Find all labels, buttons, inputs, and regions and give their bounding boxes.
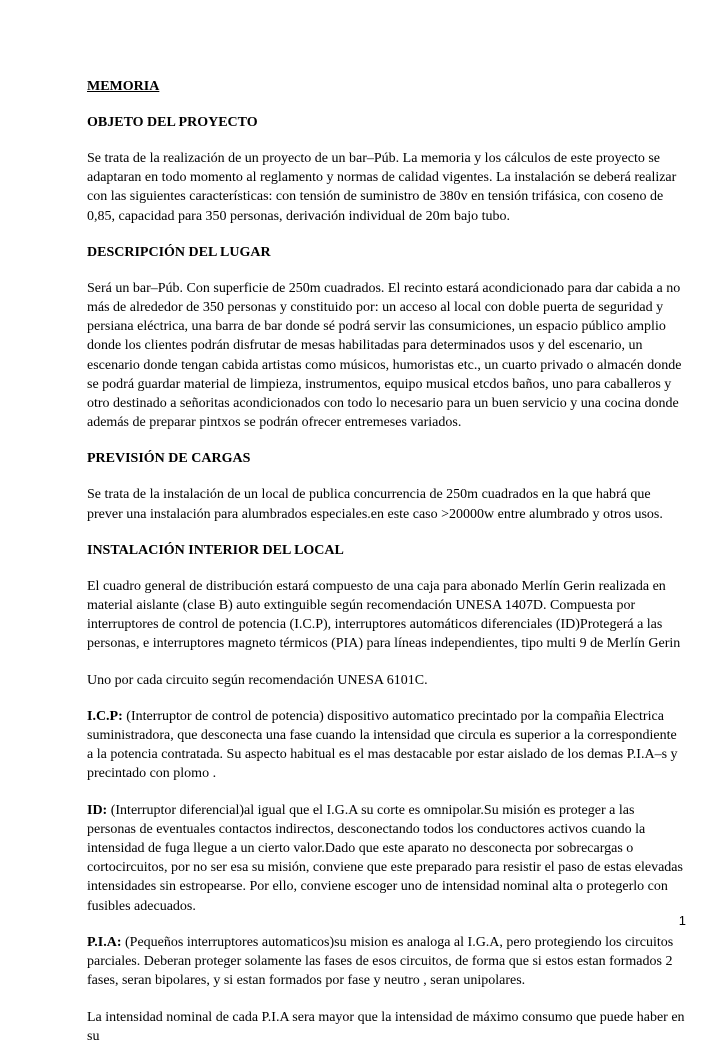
definition-term: I.C.P: <box>87 708 123 724</box>
definition-paragraph <box>87 801 685 916</box>
section-heading: INSTALACIÓN INTERIOR DEL LOCAL <box>87 542 344 558</box>
page-number: 1 <box>678 913 686 928</box>
definition-term: ID: <box>87 802 108 818</box>
section-paragraph: Será un bar–Púb. Con superficie de 250m cuadrados. El recinto estará acondicionado para dar cabida a no más de alrededor de 350 personas y constituido por: un acceso al local con doble puerta de seguridad y persiana eléctrica, una barra de bar donde sé podrá servir las consumiciones, un espacio público amplio donde los clientes podrán disfrutar de mesas habilitadas para determinados usos y del escenario, un escenario donde tengan cabida artistas como músicos, humoristas etc., un cuarto privado o almacén donde se podrá guardar material de limpieza, instrumentos, equipo musical etcdos baños, uno para caballeros y otro destinado a señoritas acondicionados con todo lo necesario para un buen servicio y una cocina donde además de preparar pintxos se podrán ofrecer entremeses variados. <box>87 280 682 431</box>
definition-text: (Pequeños interruptores automaticos)su mision es analoga al I.G.A, pero protegiendo los circuitos parciales. Deberan proteger solamente las fases de esos circuitos, de forma que si estos estan formados 2 fases, seran bipolares, y si estan formados por fase y neutro , seran unipolares. <box>87 934 674 989</box>
definition-paragraph <box>87 707 685 784</box>
page-content <box>87 77 685 1063</box>
definition-term: P.I.A: <box>87 934 122 950</box>
section-paragraph: El cuadro general de distribución estará compuesto de una caja para abonado Merlín Gerin realizada en material aislante (clase B) auto extinguible según recomendación UNESA 1407D. Compuesta por interruptores de control de potencia (I.C.P), interruptores automáticos diferenciales (ID)Protegerá a las personas, e interruptores magneto térmicos (PIA) para líneas independientes, tipo multi 9 de Merlín Gerin <box>87 578 681 652</box>
definition-text: (Interruptor diferencial)al igual que el I.G.A su corte es omnipolar.Su misión es proteger a las personas de eventuales contactos indirectos, desconectando todos los conductores activos cuando la intensidad de fuga llegue a un cierto valor.Dado que este aparato no desconecta por sobrecargas o cortocircuitos, por no ser esa su misión, conviene que este preparado para resistir el paso de estas elevadas intensidades sin estropearse. Por ello, conviene escoger uno de intensidad nominal alta o protegerlo con fusibles adecuados. <box>87 802 683 914</box>
definition-text: (Interruptor de control de potencia) dispositivo automatico precintado por la compañia Electrica suministradora, que desconecta una fase cuando la intensidad que circula es superior a la correspondiente a la potencia contratada. Su aspecto habitual es el mas destacable por estar aislado de los demas P.I.A–s y precintado con plomo . <box>87 708 678 782</box>
document-title: MEMORIA <box>87 79 160 94</box>
section-heading: PREVISIÓN DE CARGAS <box>87 451 251 467</box>
section-paragraph: Se trata de la instalación de un local de publica concurrencia de 250m cuadrados en la que habrá que prever una instalación para alumbrados especiales.en este caso >20000w entre alumbrado y otros usos. <box>87 487 663 522</box>
section-paragraph: Uno por cada circuito según recomendación UNESA 6101C. <box>87 672 428 688</box>
section-heading: OBJETO DEL PROYECTO <box>87 115 258 130</box>
definition-paragraph <box>87 933 685 991</box>
section-paragraph: Se trata de la realización de un proyecto de un bar–Púb. La memoria y los cálculos de este proyecto se adaptaran en todo momento al reglamento y normas de calidad vigentes. La instalación se deberá realizar con las siguientes características: con tensión de suministro de 380v en tensión trifásica, con coseno de 0,85, capacidad para 350 personas, derivación individual de 20m bajo tubo. <box>87 151 677 224</box>
closing-paragraph: La intensidad nominal de cada P.I.A sera mayor que la intensidad de máximo consumo que puede haber en su <box>87 1009 685 1044</box>
section-heading: DESCRIPCIÓN DEL LUGAR <box>87 244 271 260</box>
